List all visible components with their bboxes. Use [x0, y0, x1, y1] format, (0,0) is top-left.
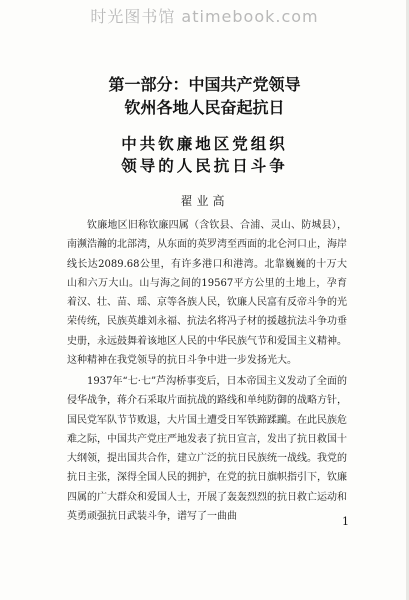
article-title-line-1: 中共钦廉地区党组织: [121, 134, 288, 153]
body-paragraph-1: 钦廉地区旧称钦廉四属（含钦县、合浦、灵山、防城县），南濒浩瀚的北部湾，从东面的英罗湾至西面的北仑河口止，海岸线长达2089.68公里，有许多港口和港湾。北靠巍巍的十万大山和六万大山。山与海之间的19567平方公里的土地上，孕育着汉、壮、苗、瑶、京等各族人民，钦廉人民富有反帝斗争的光荣传统，民族英雄刘永福、抗法名将冯子材的援越抗法斗争功垂史册，永远鼓舞着该地区人民的中华民族气节和爱国主义精神。这种精神在我党领导的抗日斗争中进一步发扬光大。: [67, 220, 347, 367]
part-title-line-1: 第一部分：中国共产党领导: [108, 75, 301, 94]
article-title-line-2: 领导的人民抗日斗争: [121, 156, 288, 175]
watermark: 时光图书馆 atimebook.com: [90, 7, 319, 26]
body-paragraph-2: 1937年“七·七”芦沟桥事变后，日本帝国主义发动了全面的侵华战争，蒋介石采取片面抗战的路线和单纯防御的战略方针，国民党军队节节败退，大片国土遭受日军铁蹄蹂躏。在此民族危难之际，中国共产党庄严地发表了抗日宣言，发出了抗日救国十大纲领，提出国共合作，建立广泛的抗日民族统一战线。我党的抗日主张，深得全国人民的拥护，在党的抗日旗帜指引下，钦廉四属的广大群众和爱国人士，开展了轰轰烈烈的抗日救亡运动和英勇顽强抗日武装斗争，谱写了一曲曲: [67, 376, 347, 523]
page-number: 1: [342, 515, 349, 528]
author-name: 翟业高: [180, 194, 229, 208]
part-title-line-2: 钦州各地人民奋起抗日: [124, 98, 285, 117]
